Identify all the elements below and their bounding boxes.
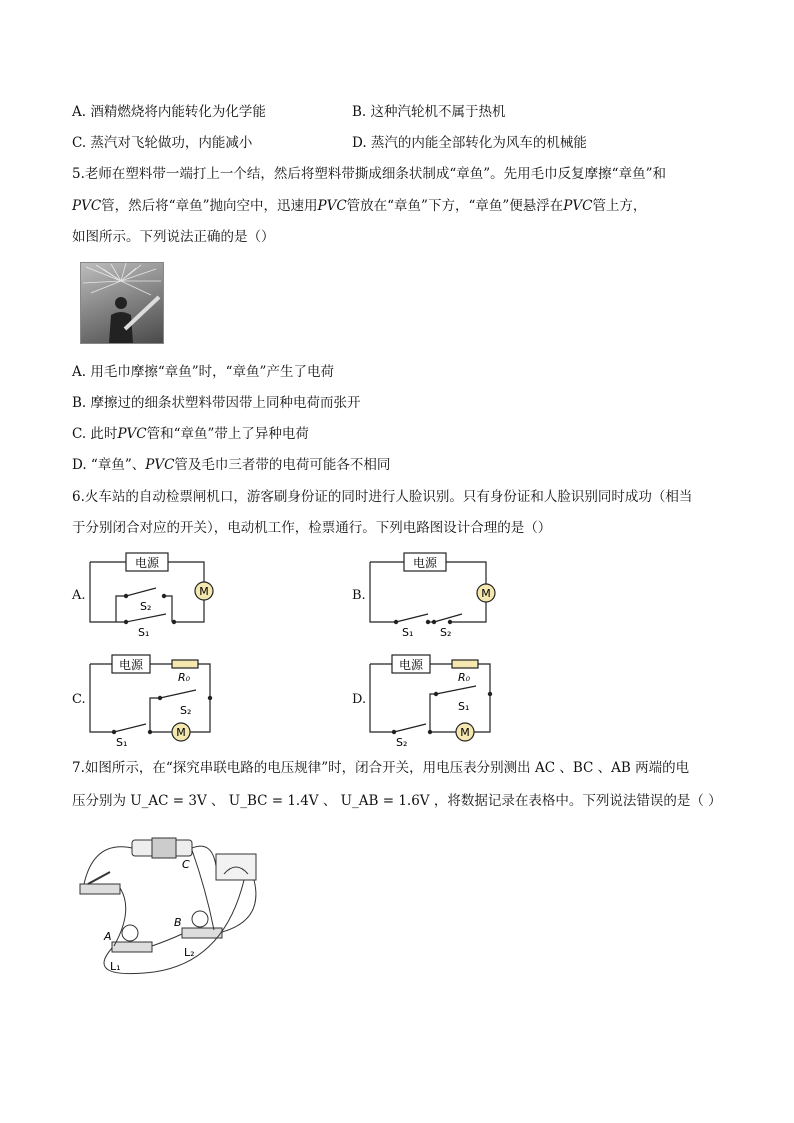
q4-option-a: A. 酒精燃烧将内能转化为化学能 bbox=[72, 104, 266, 120]
circuit-b-option-label: B. bbox=[352, 588, 366, 603]
octopus-demo-photo bbox=[80, 262, 164, 344]
q5-option-d: D. “章鱼”、PVC管及毛巾三者带的电荷可能各不相同 bbox=[72, 457, 391, 473]
svg-text:电源: 电源 bbox=[118, 658, 144, 672]
q4-option-b: B. 这种汽轮机不属于热机 bbox=[352, 104, 506, 120]
svg-text:R₀: R₀ bbox=[458, 671, 471, 684]
q4-option-d: D. 蒸汽的内能全部转化为风车的机械能 bbox=[352, 135, 587, 151]
switch-s2-label: S₂ bbox=[140, 600, 152, 613]
circuit-d-option-label: D. bbox=[352, 692, 367, 707]
q5-stem-line3: 如图所示。下列说法正确的是（） bbox=[72, 229, 275, 245]
circuit-d-diagram bbox=[366, 652, 506, 748]
svg-text:S₂: S₂ bbox=[396, 736, 408, 748]
svg-text:S₂: S₂ bbox=[180, 704, 192, 717]
circuit-a-diagram bbox=[86, 550, 216, 640]
bulb-l2-label: L₂ bbox=[184, 946, 195, 959]
svg-text:S₁: S₁ bbox=[402, 626, 414, 639]
label-point-b: B bbox=[174, 916, 182, 929]
circuit-b-diagram bbox=[366, 550, 506, 640]
motor-label: M bbox=[199, 585, 209, 598]
bulb-l1-label: L₁ bbox=[110, 960, 121, 973]
svg-text:M: M bbox=[460, 726, 470, 739]
q6-stem-line1: 6.火车站的自动检票闸机口，游客刷身份证的同时进行人脸识别。只有身份证和人脸识别同时成功（相当 bbox=[72, 489, 693, 505]
circuit-a-option-label: A. bbox=[72, 588, 86, 603]
q7-stem-line1: 7.如图所示，在“探究串联电路的电压规律”时，闭合开关，用电压表分别测出 AC 、BC 、AB 两端的电 bbox=[72, 760, 690, 776]
q4-option-c: C. 蒸汽对飞轮做功，内能减小 bbox=[72, 135, 253, 151]
svg-text:S₁: S₁ bbox=[458, 700, 470, 713]
series-circuit-voltage-diagram bbox=[74, 830, 284, 980]
resistor-r0-label: R₀ bbox=[178, 671, 191, 684]
q6-stem-line2: 于分别闭合对应的开关），电动机工作，检票通行。下列电路图设计合理的是（） bbox=[72, 520, 552, 536]
power-source-label: 电源 bbox=[134, 556, 160, 570]
svg-text:S₂: S₂ bbox=[440, 626, 452, 639]
svg-text:S₁: S₁ bbox=[116, 736, 128, 748]
svg-text:电源: 电源 bbox=[412, 556, 438, 570]
circuit-c-diagram bbox=[86, 652, 226, 748]
circuit-c-option-label: C. bbox=[72, 692, 86, 707]
q5-stem-line1: 5.老师在塑料带一端打上一个结，然后将塑料带撕成细条状制成“章鱼”。先用毛巾反复摩擦“章鱼”和 bbox=[72, 166, 666, 182]
q7-stem-line2: 压分别为 U_AC = 3V 、 U_BC = 1.4V 、 U_AB = 1.6V ，将数据记录在表格中。下列说法错误的是（ ） bbox=[72, 793, 722, 809]
q5-option-a: A. 用毛巾摩擦“章鱼”时，“章鱼”产生了电荷 bbox=[72, 364, 334, 380]
svg-text:M: M bbox=[176, 726, 186, 739]
q5-stem-line2: PVC管，然后将“章鱼”抛向空中，迅速用PVC管放在“章鱼”下方，“章鱼”便悬浮在PVC管上方， bbox=[72, 198, 647, 214]
q5-option-b: B. 摩擦过的细条状塑料带因带上同种电荷而张开 bbox=[72, 395, 361, 411]
switch-s1-label: S₁ bbox=[138, 626, 150, 639]
q5-option-c: C. 此时PVC管和“章鱼”带上了异种电荷 bbox=[72, 426, 309, 442]
label-point-a: A bbox=[104, 930, 112, 943]
svg-text:M: M bbox=[481, 587, 491, 600]
label-point-c: C bbox=[182, 858, 190, 871]
svg-text:电源: 电源 bbox=[398, 658, 424, 672]
